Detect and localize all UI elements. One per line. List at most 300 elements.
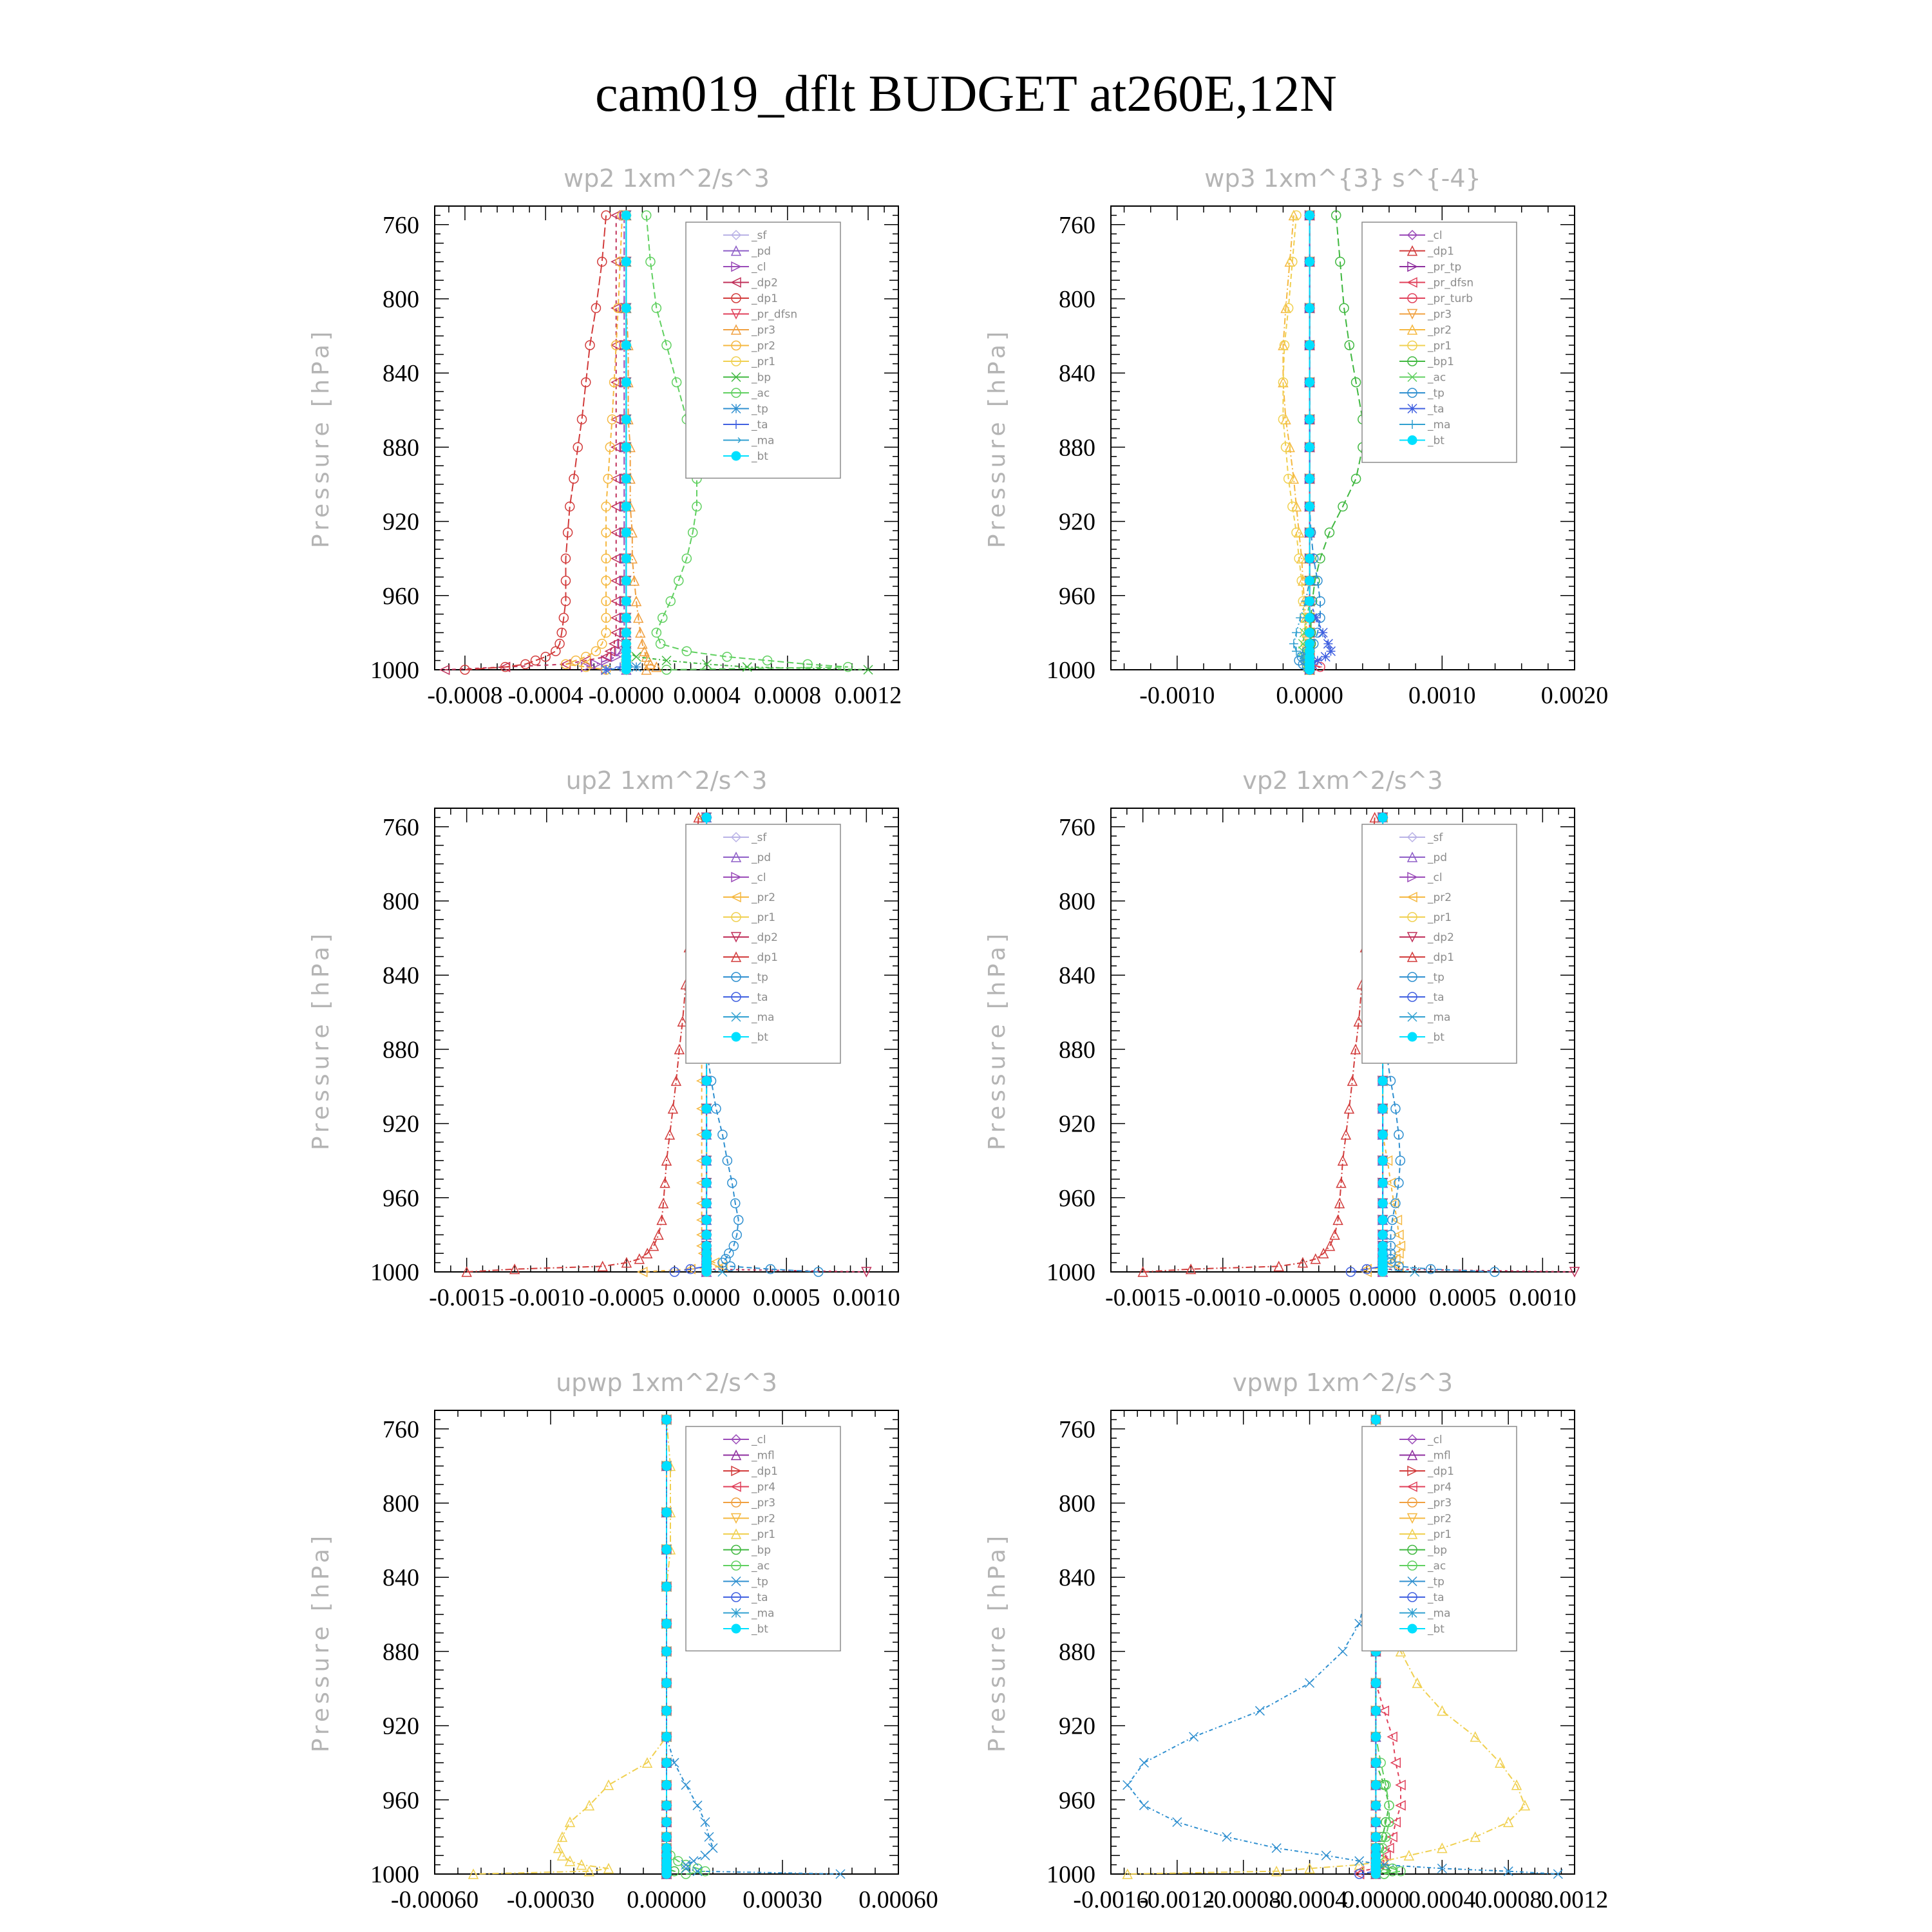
x-tick-label: -0.0016 [1073,1886,1149,1913]
legend-marker_bt [1408,1624,1417,1633]
data-point_bt [1305,257,1314,266]
x-tick-label: 0.0008 [753,682,822,709]
data-point_ta [1323,639,1332,649]
data-point_dp1 [654,1230,663,1239]
series-line_pr2 [565,215,622,670]
data-point_bt [1305,378,1314,387]
x-tick-label: -0.0012 [1139,1886,1215,1913]
data-point_tp [1123,1781,1132,1790]
data-point_bt [1305,502,1314,511]
x-tick-label: 0.0000 [672,1284,741,1311]
y-tick-label: 840 [383,360,419,388]
y-tick-label: 880 [1059,1638,1095,1666]
legend-label: _dp1 [1428,951,1454,964]
y-tick-label: 800 [1059,888,1095,915]
x-tick-label: -0.0008 [427,682,503,709]
y-tick-label: 920 [383,1712,419,1740]
data-point_dp1 [649,1242,658,1251]
data-point_bt [1305,442,1314,451]
y-tick-label: 840 [383,1564,419,1592]
y-tick-label: 960 [383,1786,419,1814]
data-point_tp [724,1249,734,1258]
panel-wp3 [984,164,1608,709]
data-point_bt [621,415,630,424]
y-tick-label: 880 [1059,434,1095,462]
data-point_pr1 [1495,1758,1504,1767]
x-tick-label: 0.0005 [1428,1284,1497,1311]
y-tick-label: 920 [1059,508,1095,536]
panel-upwp [308,1368,938,1913]
data-point_bt [1378,1230,1387,1239]
y-axis-label: Pressure [hPa] [984,929,1010,1151]
legend-label: _pr_dfsn [752,308,798,321]
x-tick-label: 0.0004 [673,682,741,709]
legend-marker_bt [1408,436,1417,445]
x-tick-label: 0.0020 [1540,682,1609,709]
data-point_bt [702,1104,711,1113]
data-point_bt [621,474,630,483]
data-point_bt [1378,1198,1387,1208]
legend-label: _pr1 [752,911,776,924]
x-tick-label: 0.00060 [858,1886,938,1913]
series-group [1278,211,1367,674]
legend-marker_bt [732,1032,741,1041]
data-point_ma [1289,639,1298,649]
series-line_dp2 [445,215,616,670]
legend-label: _cl [1428,1434,1443,1446]
legend-label: _sf [1428,831,1443,844]
data-point_bt [1305,554,1314,563]
y-tick-label: 920 [1059,1110,1095,1138]
data-point_bt [621,613,630,622]
legend-marker_bt [732,451,741,460]
legend-label: _bp [752,371,772,384]
data-point_ac [658,613,667,622]
y-tick-label: 800 [1059,1490,1095,1517]
y-tick-label: 920 [383,508,419,536]
y-tick-label: 960 [383,582,419,610]
data-point_bt [662,1647,671,1656]
data-point_bt [662,1732,671,1741]
data-point_bt [662,1707,671,1716]
legend-label: _pr3 [752,1497,776,1510]
x-tick-label: 0.0008 [1474,1886,1542,1913]
x-tick-label: 0.00000 [627,1886,706,1913]
data-point_bt [1305,613,1314,622]
legend-label: _sf [752,831,767,844]
data-point_tp [705,1832,714,1841]
legend [686,1426,840,1651]
legend-label: _dp2 [1428,931,1454,944]
y-tick-label: 840 [1059,360,1095,388]
y-axis-label: Pressure [hPa] [308,929,334,1151]
data-point_bt [1305,303,1314,312]
data-point_bt [1378,813,1387,822]
data-point_bt [1305,528,1314,537]
x-tick-label: -0.0010 [1185,1284,1261,1311]
legend-label: _mfl [752,1449,775,1463]
data-point_bt [621,628,630,637]
data-point_bt [1371,1817,1380,1826]
series_pr2 [561,211,627,674]
legend-label: _ma [752,1011,775,1024]
data-point_bt [702,1130,711,1139]
data-point_bt [662,1781,671,1790]
panel-title: upwp 1xm^2/s^3 [556,1368,777,1397]
legend-label: _pr_dfsn [1428,276,1474,290]
data-point_bt [1371,1732,1380,1741]
legend-label: _pr2 [752,891,776,904]
figure-title: cam019_dflt BUDGET at260E,12N [595,66,1337,122]
series_dp2 [440,211,621,674]
data-point_bt [621,502,630,511]
legend-marker_tp [732,404,741,413]
legend-label: _ma [1428,1607,1451,1620]
legend-marker_bt [1408,1032,1417,1041]
data-point_bt [621,576,630,585]
y-axis-label: Pressure [hPa] [984,327,1010,549]
y-tick-label: 760 [1059,813,1095,841]
legend-label: _bt [752,1031,768,1044]
y-axis-label: Pressure [hPa] [984,1531,1010,1753]
legend-label: _pr2 [752,339,776,353]
series-line_pr1 [473,1419,670,1874]
panel-vpwp [984,1368,1608,1913]
data-point_pr1 [604,1781,613,1790]
y-tick-label: 880 [1059,1036,1095,1064]
y-axis-label: Pressure [hPa] [308,327,334,549]
y-tick-label: 840 [383,962,419,990]
legend [1362,1426,1517,1651]
legend-label: _cl [1428,229,1443,242]
data-point_bt [1371,1415,1380,1424]
legend [1362,222,1517,462]
legend-label: _pr_turb [1428,292,1473,305]
data-point_tp [681,1781,690,1790]
legend-label: _ac [752,1560,770,1573]
data-point_tp [693,1801,702,1810]
x-tick-label: -0.0004 [507,682,583,709]
data-point_bp1 [1352,474,1361,483]
data-point_bt [662,1619,671,1628]
x-tick-label: 0.0004 [1408,1886,1476,1913]
data-point_bt [702,1215,711,1224]
data-point_bt [1378,1267,1387,1276]
panel-title: wp2 1xm^2/s^3 [564,164,770,193]
panel-up2 [308,766,900,1311]
legend-label: _cl [1428,871,1443,884]
data-point_ac [666,596,675,605]
legend-label: _ta [752,1591,768,1604]
y-tick-label: 840 [1059,1564,1095,1592]
data-point_bt [662,1801,671,1810]
legend-label: _tp [752,971,768,984]
y-axis-label: Pressure [hPa] [308,1531,334,1753]
legend-label: _pr1 [1428,1528,1452,1541]
y-tick-label: 800 [383,1490,419,1517]
x-tick-label: -0.0015 [429,1284,505,1311]
data-point_bt [1378,1076,1387,1085]
data-point_bt [621,528,630,537]
x-tick-label: 0.0012 [834,682,902,709]
x-tick-label: -0.0010 [1139,682,1215,709]
legend-label: _ac [1428,1560,1446,1573]
x-tick-label: 0.0000 [1349,1284,1417,1311]
data-point_bt [702,1198,711,1208]
data-point_pr1 [1405,1851,1414,1860]
legend-label: _tp [752,1575,768,1589]
x-tick-label: -0.0015 [1105,1284,1181,1311]
data-point_bt [662,1678,671,1687]
legend-label: _bp [752,1544,772,1557]
panel-title: vpwp 1xm^2/s^3 [1232,1368,1454,1397]
data-point_dp1 [1325,1242,1334,1251]
y-tick-label: 1000 [1046,657,1095,684]
data-point_bt [1378,1156,1387,1165]
x-tick-label: -0.0008 [1206,1886,1282,1913]
legend-label: _dp2 [752,931,778,944]
series_dp1 [462,813,703,1276]
data-point_bt [621,554,630,563]
y-tick-label: 880 [383,1638,419,1666]
legend-label: _pr1 [1428,339,1452,353]
x-tick-label: 0.0012 [1540,1886,1609,1913]
data-point_ac [656,639,665,649]
data-point_bt [702,1076,711,1085]
data-point_bt [621,211,630,220]
legend-label: _cl [752,261,766,274]
legend-label: _ta [1428,1591,1444,1604]
y-tick-label: 760 [383,1416,419,1443]
data-point_bt [1305,665,1314,674]
data-point_tp [1272,1844,1281,1853]
data-point_ta [1318,628,1327,637]
data-point_bt [662,1545,671,1554]
series_pr1 [469,1415,675,1879]
data-point_tp [701,1817,710,1826]
data-point_tp [1305,1678,1314,1687]
legend-marker_ma [1408,1609,1417,1618]
data-point_tp [1222,1832,1231,1841]
data-point_bt [1305,628,1314,637]
legend-label: _ta [1428,402,1444,416]
legend [686,824,840,1063]
x-tick-label: 0.0010 [1408,682,1476,709]
y-tick-label: 760 [1059,211,1095,239]
series_dp1 [460,211,611,674]
panel-wp2 [308,164,902,709]
y-tick-label: 960 [383,1184,419,1212]
legend-marker_bt [732,1624,741,1633]
data-point_bt [1305,341,1314,350]
legend-label: _dp1 [752,951,778,964]
legend [1362,824,1517,1063]
series-line_cl [586,215,624,670]
x-tick-label: 0.0000 [1342,1886,1410,1913]
data-point_tp [1189,1732,1198,1741]
x-tick-label: 0.0010 [1509,1284,1577,1311]
data-point_bt [662,1832,671,1841]
x-tick-label: -0.00060 [390,1886,479,1913]
data-point_bt [1378,1104,1387,1113]
y-tick-label: 800 [383,286,419,313]
data-point_tp [1321,1851,1331,1860]
x-tick-label: -0.0005 [589,1284,665,1311]
y-tick-label: 880 [383,1036,419,1064]
data-point_bt [1371,1781,1380,1790]
data-point_bt [662,1461,671,1470]
legend-label: _pr2 [752,1512,776,1526]
legend-label: _sf [752,229,767,242]
legend-label: _ta [1428,991,1444,1004]
data-point_tp [1173,1817,1182,1826]
legend-label: _pd [752,245,772,258]
legend-label: _pr1 [752,1528,776,1541]
data-point_bt [621,341,630,350]
data-point_bt [702,813,711,822]
x-tick-label: -0.0005 [1265,1284,1341,1311]
y-tick-label: 960 [1059,582,1095,610]
legend-label: _ta [752,991,768,1004]
data-point_bt [621,257,630,266]
legend-label: _pr3 [1428,1497,1452,1510]
y-tick-label: 1000 [370,1259,419,1286]
data-point_bt [702,1267,711,1276]
legend-marker_ma [732,1609,741,1618]
data-point_bt [1371,1678,1380,1687]
legend-label: _ma [1428,1011,1451,1024]
data-point_ta [1321,652,1330,661]
y-tick-label: 760 [383,813,419,841]
legend-label: _dp2 [752,276,778,290]
x-tick-label: -0.0010 [509,1284,585,1311]
data-point_bt [662,1758,671,1767]
series-line_dp1 [467,817,699,1272]
legend-label: _tp [1428,971,1444,984]
data-point_dp1 [531,656,540,665]
legend-label: _pd [752,851,772,864]
legend-label: _ta [752,419,768,431]
data-point_cl [591,659,600,668]
y-tick-label: 800 [383,888,419,915]
legend-marker_ta [1408,404,1417,413]
legend-label: _pr3 [752,324,776,337]
y-tick-label: 1000 [1046,1861,1095,1888]
legend-label: _pd [1428,851,1448,864]
legend-label: _pr4 [752,1481,776,1494]
data-point_tp [701,1851,710,1860]
legend-label: _dp1 [1428,245,1454,258]
data-point_dp1 [1331,1230,1340,1239]
legend-label: _pr2 [1428,324,1452,337]
data-point_bt [1378,1215,1387,1224]
legend-label: _pr4 [1428,1481,1452,1494]
data-point_bt [1371,1801,1380,1810]
legend-label: _mfl [1428,1449,1451,1463]
y-tick-label: 840 [1059,962,1095,990]
y-tick-label: 760 [1059,1416,1095,1443]
data-point_ma [1292,628,1301,637]
legend-label: _cl [752,1434,766,1446]
legend-label: _ac [1428,371,1446,384]
data-point_bt [621,303,630,312]
legend-label: _bp [1428,1544,1448,1557]
data-point_bt [1378,1130,1387,1139]
data-point_bt [621,596,630,605]
data-point_bt [1305,596,1314,605]
data-point_bt [662,1415,671,1424]
data-point_bt [702,1179,711,1188]
panel-title: wp3 1xm^{3} s^{-4} [1204,164,1481,193]
data-point_bt [662,1817,671,1826]
legend-label: _dp1 [1428,1465,1454,1478]
y-tick-label: 880 [383,434,419,462]
y-tick-label: 1000 [370,657,419,684]
data-point_bt [1305,576,1314,585]
legend-label: _bt [752,450,768,463]
y-tick-label: 1000 [1046,1259,1095,1286]
legend-label: _tp [1428,1575,1444,1589]
data-point_tp [632,663,641,672]
x-tick-label: 0.0010 [833,1284,900,1311]
panel-title: up2 1xm^2/s^3 [565,766,768,795]
x-tick-label: 0.00030 [743,1886,822,1913]
y-tick-label: 920 [383,1110,419,1138]
legend-label: _pr1 [752,355,776,368]
x-tick-label: 0.0000 [1276,682,1343,709]
panels [308,164,1608,1913]
data-point_bt [621,442,630,451]
legend-label: _ma [1428,419,1451,431]
series-line_dp1 [465,215,606,670]
data-point_bt [1371,1707,1380,1716]
legend-label: _bt [1428,434,1444,448]
legend [686,222,840,478]
legend-label: _bt [1428,1623,1444,1636]
data-point_bt [1371,1832,1380,1841]
data-point_bt [1371,1870,1380,1879]
series_dp1 [1139,813,1379,1276]
legend-label: _dp1 [752,292,778,305]
panel-vp2 [984,766,1579,1311]
legend-label: _pr2 [1428,1512,1452,1526]
legend-label: _pr3 [1428,308,1452,321]
data-point_bt [662,1582,671,1591]
legend-label: _pr2 [1428,891,1452,904]
y-tick-label: 800 [1059,286,1095,313]
series-line_dp1 [1143,817,1375,1272]
legend-label: _ma [752,1607,775,1620]
legend-label: _tp [1428,387,1444,400]
data-point_tp [1139,1801,1148,1810]
y-tick-label: 960 [1059,1786,1095,1814]
data-point_tp [1139,1758,1148,1767]
legend-label: _ma [752,434,775,448]
data-point_bt [1305,474,1314,483]
x-tick-label: -0.00030 [506,1886,595,1913]
series-line_bp1 [1310,215,1363,670]
legend-label: _tp [752,402,768,416]
legend-label: _cl [752,871,766,884]
y-tick-label: 920 [1059,1712,1095,1740]
x-tick-label: -0.0000 [588,682,664,709]
legend-label: _bp1 [1428,355,1454,368]
data-point_bt [662,1508,671,1517]
legend-label: _ac [752,387,770,400]
data-point_dp1 [551,647,560,656]
x-tick-label: 0.0005 [752,1284,820,1311]
legend-label: _bt [1428,1031,1444,1044]
